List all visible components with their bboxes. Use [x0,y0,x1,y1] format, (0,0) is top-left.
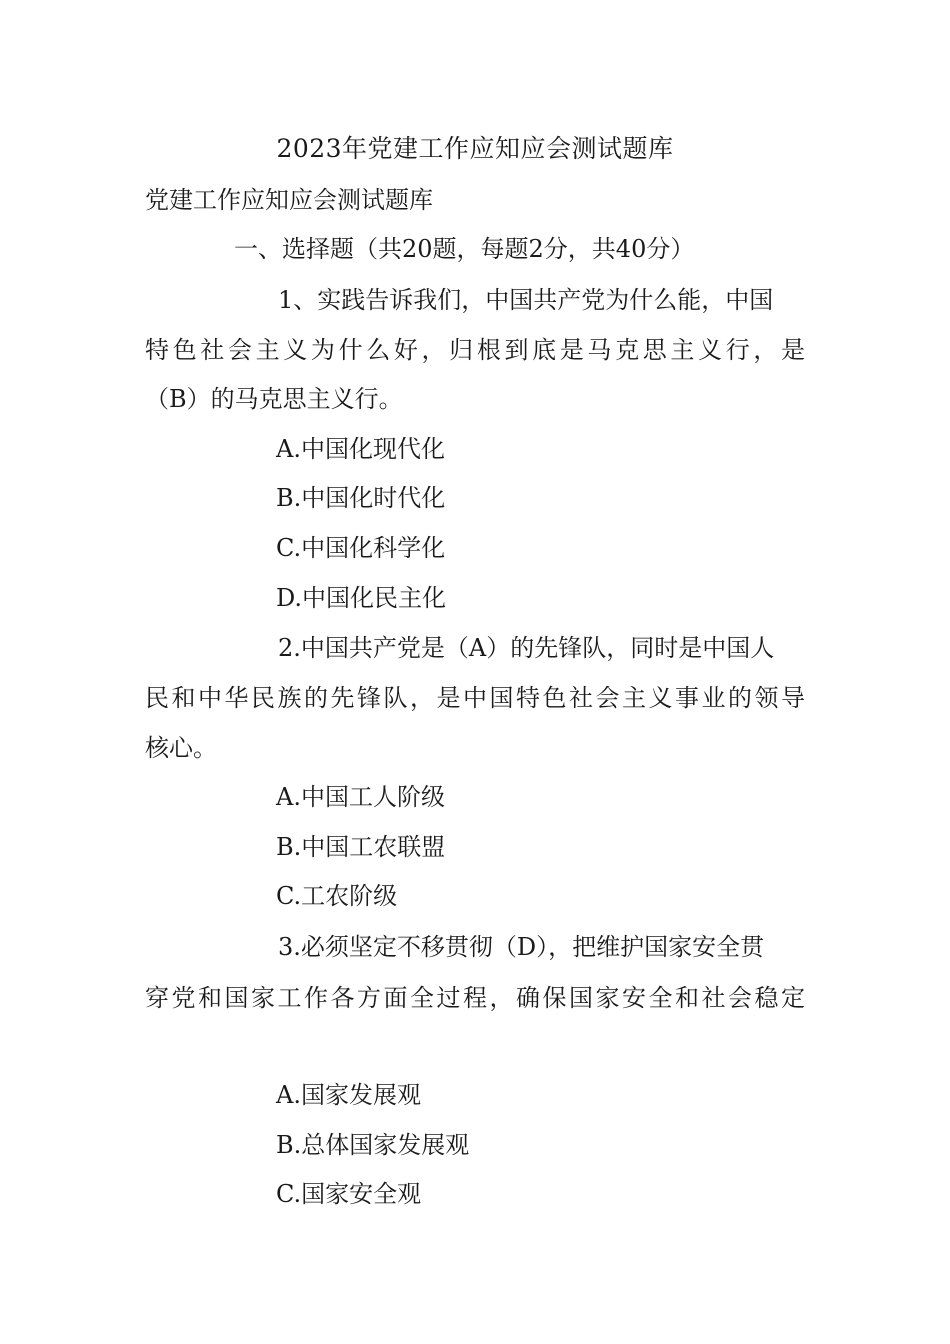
option-a: A.国家发展观 [276,1081,421,1109]
question-text-line: 穿党和国家工作各方面全过程，确保国家安全和社会稳定 [145,984,805,1012]
question-text-line: 特色社会主义为什么好，归根到底是马克思主义行，是 [145,336,805,364]
option-b: B.中国化时代化 [276,484,446,512]
question-text-line: 民和中华民族的先锋队，是中国特色社会主义事业的领导 [145,684,805,712]
section-heading: 一、选择题（共20题，每题2分，共40分） [234,235,695,263]
option-b: B.中国工农联盟 [276,833,446,861]
option-d: D.中国化民主化 [276,584,447,612]
question-text-line: 3.必须坚定不移贯彻（D），把维护国家安全贯 [278,933,765,961]
option-c: C.中国化科学化 [276,534,446,562]
option-c: C.国家安全观 [276,1180,422,1208]
document-title: 2023年党建工作应知应会测试题库 [276,134,674,163]
question-text-line: 核心。 [145,734,217,762]
question-text-line: 1、实践告诉我们，中国共产党为什么能，中国 [278,286,774,314]
question-text-line: （B）的马克思主义行。 [145,385,403,413]
option-b: B.总体国家发展观 [276,1131,470,1159]
option-a: A.中国工人阶级 [276,783,445,811]
option-c: C.工农阶级 [276,882,398,910]
option-a: A.中国化现代化 [276,435,445,463]
document-subtitle: 党建工作应知应会测试题库 [145,186,433,214]
question-text-line: 2.中国共产党是（A）的先锋队，同时是中国人 [278,634,775,662]
